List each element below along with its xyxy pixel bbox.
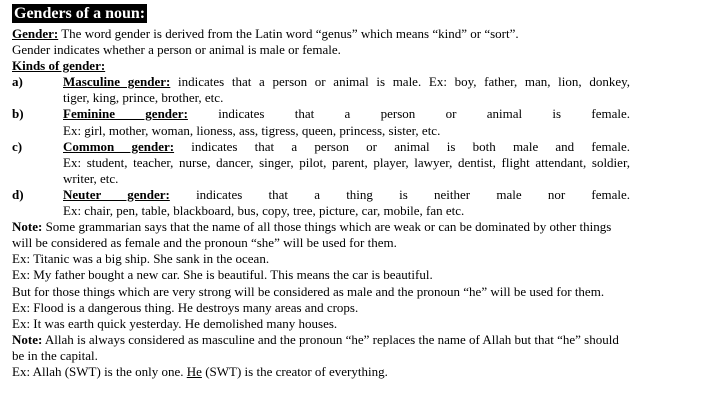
example-titanic: Ex: Titanic was a big ship. She sank in the ocean. [12,251,270,267]
kind-line-text: indicates that a person or animal is both male and female. [174,138,630,154]
note-label: Note: [12,331,43,347]
example-earthquake: Ex: It was earth quick yesterday. He demolished many houses. [12,315,338,331]
title-row [12,4,702,26]
gender-definition-text: The word gender is derived from the Latin word “genus” which means “kind” or “sort”. [58,26,519,41]
kind-body [63,139,630,187]
kind-letter: b) [12,106,24,122]
example-flood: Ex: Flood is a dangerous thing. He destroys many areas and crops. [12,299,359,315]
note-label: Note: [12,219,43,235]
kind-first-line [63,187,630,203]
kind-line-text: indicates that a thing is neither male nor female. [169,186,630,202]
note-weak-things [12,219,630,251]
kind-examples: Ex: student, teacher, nurse, dancer, singer, pilot, parent, player, lawyer, dentist, flight attendant, soldier, writer, etc. [63,154,630,186]
example-allah [12,364,630,380]
kind-body [63,106,630,138]
page-title: Genders of a noun: [14,5,146,22]
kinds-heading-text: Kinds of gender: [12,58,106,74]
example-allah-start: Ex: Allah (SWT) is the only one. [12,363,187,379]
kinds-heading [12,58,702,74]
kind-item-masculine [12,74,630,106]
kind-label: Masculine gender: [63,74,171,90]
example-allah-he: He [186,363,202,379]
gender-definition [12,26,630,42]
kind-body [63,74,630,106]
kind-examples: tiger, king, prince, brother, etc. [63,90,224,106]
note-text: Some grammarian says that the name of all those things which are weak or can be dominated by other things will be considered as female and the pronoun “she” will be used for them. [12,219,612,251]
gender-indicates: Gender indicates whether a person or animal is male or female. [12,42,341,58]
kind-line-text: indicates that a person or animal is male. Ex: boy, father, man, lion, donkey, [170,74,631,90]
kind-item-neuter [12,187,630,219]
kind-letter: c) [12,138,23,154]
example-car: Ex: My father bought a new car. She is beautiful. This means the car is beautiful. [12,267,433,283]
kind-letter: d) [12,186,24,202]
kind-item-feminine [12,106,630,138]
kind-label: Common gender: [63,138,175,154]
kind-letter: a) [12,74,23,90]
kind-label: Neuter gender: [63,186,170,202]
kind-item-common [12,139,630,187]
kind-body [63,187,630,219]
gender-label: Gender: [12,26,59,41]
example-allah-end: (SWT) is the creator of everything. [201,363,388,379]
note-text: Allah is always considered as masculine and the pronoun “he” replaces the name of Allah but that “he” should be in the capital. [12,331,619,363]
kind-examples: Ex: chair, pen, table, blackboard, bus, copy, tree, picture, car, mobile, fan etc. [63,203,465,219]
kind-first-line [63,106,630,122]
kind-examples: Ex: girl, mother, woman, lioness, ass, tigress, queen, princess, sister, etc. [63,122,441,138]
kind-first-line [63,74,630,90]
kind-label: Feminine gender: [63,106,188,122]
kind-first-line [63,139,630,155]
kind-line-text: indicates that a person or animal is female. [187,106,630,122]
strong-things-paragraph: But for those things which are very strong will be considered as male and the pronoun “he” will be used for them. [12,283,605,299]
note-allah [12,332,630,364]
